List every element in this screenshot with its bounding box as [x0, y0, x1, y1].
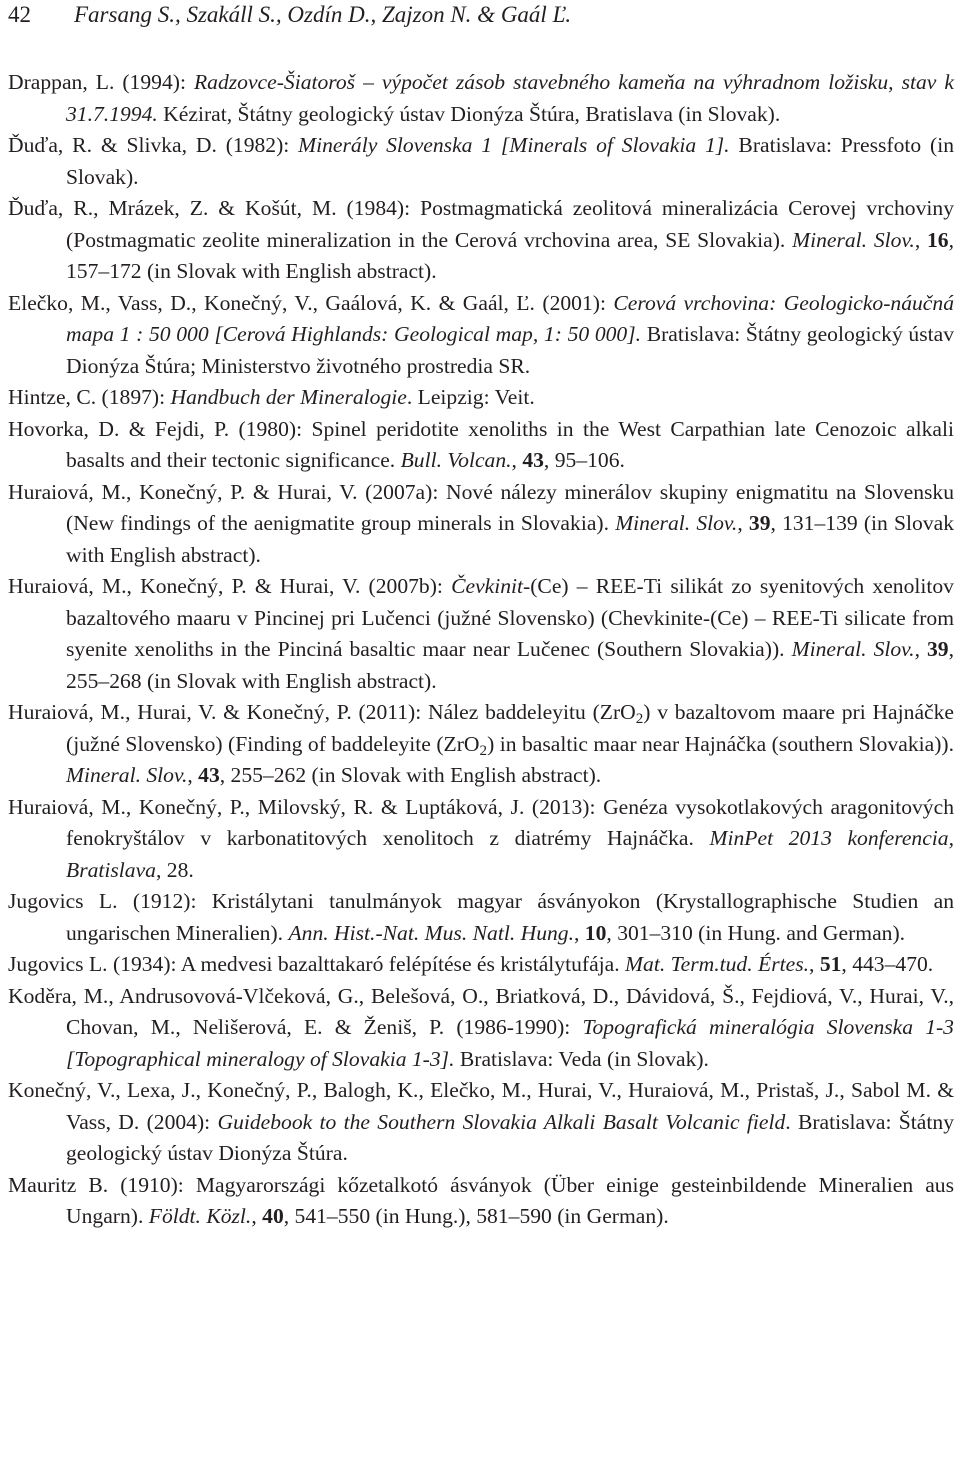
reference-italic-text: Mat. Term.tud. Értes. [625, 952, 810, 976]
reference-text: , 541–550 (in Hung.), 581–590 (in German). [283, 1204, 669, 1228]
reference-volume: 40 [262, 1204, 284, 1228]
reference-text: , 131–139 (in Slovak with English abstract). [66, 511, 954, 567]
reference-italic-text: MinPet 2013 konferencia, Bratislava [66, 826, 954, 882]
reference-text: . Bratislava: Štátny geologický ústav Dionýza Štúra. [66, 1109, 954, 1165]
reference-entry [8, 193, 954, 288]
reference-italic-text: Radzovce-Šiatoroš – výpočet zásob stavebného kameňa na výhradnom ložisku, stav k 31.7.1994. [66, 70, 954, 126]
reference-italic-text: Minerály Slovenska 1 [Minerals of Slovakia 1]. [298, 133, 730, 157]
running-header [8, 0, 952, 34]
reference-text: , 255–268 (in Slovak with English abstract). [66, 637, 954, 693]
reference-italic-text: Handbuch der Mineralogie [170, 385, 407, 409]
reference-text: , 157–172 (in Slovak with English abstract). [66, 227, 954, 283]
reference-text: Elečko, M., Vass, D., Konečný, V., Gaálová, K. & Gaál, Ľ. (2001): [8, 290, 614, 315]
reference-text: Jugovics L. (1912): Kristálytani tanulmányok magyar ásványokon (Krystallographische Studien an ungarischen Mineralien). [8, 889, 954, 945]
reference-entry [8, 886, 954, 949]
reference-volume: 51 [819, 952, 842, 976]
reference-text: , 301–310 (in Hung. and German). [606, 920, 906, 945]
reference-text: Kézirat, Štátny geologický ústav Dionýza Štúra, Bratislava (in Slovak). [157, 101, 781, 126]
reference-italic-text: Ann. Hist.-Nat. Mus. Natl. Hung. [288, 920, 574, 945]
reference-volume: 16 [927, 227, 949, 252]
reference-italic-text: Čevkinit [451, 574, 524, 598]
reference-entry [8, 477, 954, 572]
reference-volume: 39 [927, 637, 949, 661]
reference-text: , [574, 920, 585, 945]
reference-text: Huraiová, M., Hurai, V. & Konečný, P. (2011): Nález baddeleyitu (ZrO [8, 700, 636, 724]
reference-text: . Leipzig: Veit. [406, 385, 535, 409]
reference-italic-text: Földt. Közl. [148, 1204, 252, 1228]
reference-text: Hovorka, D. & Fejdi, P. (1980): Spinel peridotite xenoliths in the West Carpathian late Cenozoic alkali basalts and their tectonic significance. [8, 416, 954, 472]
reference-entry [8, 1170, 954, 1233]
reference-text: , 95–106. [543, 448, 625, 472]
reference-text: Hintze, C. (1897): [8, 385, 171, 409]
reference-text: , [737, 511, 749, 535]
reference-text: , [914, 227, 927, 252]
reference-text: Jugovics L. (1934): A medvesi bazalttakaró felépítése és kristálytufája. [8, 952, 626, 976]
reference-entry [8, 792, 954, 887]
reference-entry [8, 130, 954, 193]
reference-text: -(Ce) – REE-Ti silikát zo syenitových xenolitov bazaltového maaru v Pincinej pri Lučenci (južné Slovensko) (Chevkinite-(Ce) – REE-Ti silicate from syenite xenoliths in the Pinciná basaltic maar near Lučenec (Southern Slovakia)). [66, 574, 954, 661]
reference-entry [8, 1075, 954, 1170]
reference-text: ) in basaltic maar near Hajnáčka (southern Slovakia)). [487, 731, 954, 756]
reference-italic-text: Bull. Volcan. [400, 448, 512, 472]
reference-italic-text: Mineral. Slov. [66, 763, 188, 787]
reference-italic-text: Mineral. Slov. [791, 637, 915, 661]
reference-text: Huraiová, M., Konečný, P., Milovský, R. & Luptáková, J. (2013): Genéza vysokotlakových aragonitových fenokryštálov v karbonatitových xenolitoch z diatrémy Hajnáčka. [8, 794, 954, 850]
reference-text: Bratislava: Veda (in Slovak). [454, 1046, 709, 1071]
reference-entry [8, 382, 954, 414]
reference-text: , 443–470. [841, 952, 934, 976]
reference-volume: 43 [198, 763, 220, 787]
reference-text: , [251, 1204, 263, 1228]
reference-list [8, 67, 954, 1233]
reference-entry [8, 571, 954, 697]
reference-text: Drappan, L. (1994): [8, 70, 194, 94]
reference-entry [8, 697, 954, 792]
subscript: 2 [635, 710, 644, 727]
reference-text: Huraiová, M., Konečný, P. & Hurai, V. (2007b): [8, 574, 452, 598]
reference-volume: 43 [522, 448, 544, 472]
reference-italic-text: Topografická mineralógia Slovenska 1-3 [Topographical mineralogy of Slovakia 1-3]. [66, 1015, 954, 1071]
reference-text: Huraiová, M., Konečný, P. & Hurai, V. (2007a): Nové nálezy minerálov skupiny enigmatitu na Slovensku (New findings of the aenigmatite group minerals in Slovakia). [8, 479, 954, 535]
reference-italic-text: Mineral. Slov. [615, 511, 738, 535]
reference-volume: 39 [748, 511, 771, 535]
reference-italic-text: Cerová vrchovina: Geologicko-náučná mapa 1 : 50 000 [Cerová Highlands: Geological map, 1: 50 000]. [66, 290, 954, 346]
reference-text: , [809, 952, 820, 976]
page-number: 42 [8, 2, 31, 27]
reference-entry [8, 414, 954, 477]
running-head-authors: Farsang S., Szakáll S., Ozdín D., Zajzon N. & Gaál Ľ. [74, 2, 572, 27]
reference-text: Konečný, V., Lexa, J., Konečný, P., Balogh, K., Elečko, M., Hurai, V., Huraiová, M., Pristaš, J., Sabol M. & Vass, D. (2004): [8, 1078, 954, 1134]
reference-text: , [187, 763, 199, 787]
reference-entry [8, 981, 954, 1076]
reference-text: , [511, 448, 523, 472]
reference-text: Ďuďa, R. & Slivka, D. (1982): [8, 133, 299, 157]
reference-text: Bratislava: Štátny geologický ústav Dionýza Štúra; Ministerstvo životného prostredia SR. [66, 322, 954, 378]
reference-text: , 255–262 (in Slovak with English abstract). [219, 763, 602, 787]
reference-italic-text: Mineral. Slov. [792, 227, 915, 252]
reference-entry [8, 949, 954, 981]
reference-text: Bratislava: Pressfoto (in Slovak). [66, 133, 955, 189]
reference-entry [8, 67, 954, 130]
reference-text: , [914, 637, 927, 661]
subscript: 2 [479, 742, 488, 759]
reference-text: ) v bazaltovom maare pri Hajnáčke (južné Slovensko) (Finding of baddeleyite (ZrO [66, 700, 954, 756]
reference-text: Mauritz B. (1910): Magyarországi kőzetalkotó ásványok (Über einige gesteinbildende Mineralien aus Ungarn). [8, 1172, 954, 1228]
reference-text: , 28. [155, 857, 194, 882]
reference-entry [8, 288, 954, 383]
reference-volume: 10 [584, 920, 607, 945]
reference-italic-text: Guidebook to the Southern Slovakia Alkali Basalt Volcanic field [217, 1109, 786, 1134]
reference-text: Koděra, M., Andrusovová-Vlčeková, G., Belešová, O., Briatková, D., Dávidová, Š., Fejdiová, V., Hurai, V., Chovan, M., Nelišerová, E. & Ženiš, P. (1986-1990): [8, 983, 954, 1039]
reference-text: Ďuďa, R., Mrázek, Z. & Košút, M. (1984): Postmagmatická zeolitová mineralizácia Cerovej vrchoviny (Postmagmatic zeolite mineralization in the Cerová vrchovina area, SE Slovakia). [8, 196, 954, 252]
